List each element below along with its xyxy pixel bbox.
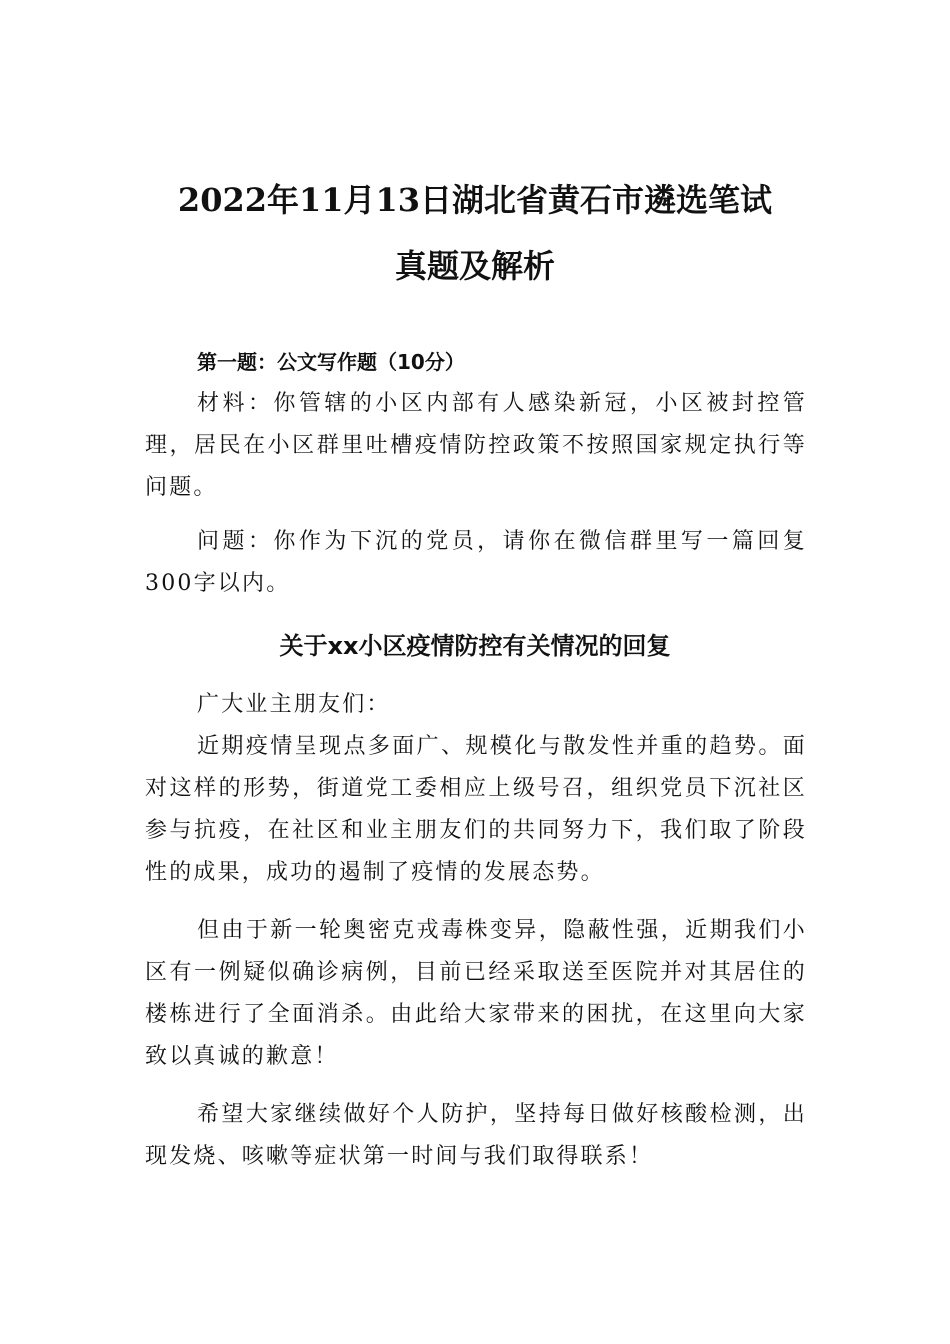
reply-paragraph-1: 近期疫情呈现点多面广、规模化与散发性并重的趋势。面对这样的形势，街道党工委相应上级号召，组织党员下沉社区参与抗疫，在社区和业主朋友们的共同努力下，我们取了阶段性的成果，成功的遏制了疫情的发展态势。 bbox=[145, 734, 807, 885]
reply-paragraph-2: 但由于新一轮奥密克戎毒株变异，隐蔽性强，近期我们小区有一例疑似确诊病例，目前已经采取送至医院并对其居住的楼栋进行了全面消杀。由此给大家带来的困扰，在这里向大家致以真诚的歉意！ bbox=[145, 918, 807, 1069]
reply-paragraph-3: 希望大家继续做好个人防护，坚持每日做好核酸检测，出现发烧、咳嗽等症状第一时间与我们取得联系！ bbox=[145, 1102, 807, 1169]
material-paragraph: 材料：你管辖的小区内部有人感染新冠，小区被封控管理，居民在小区群里吐槽疫情防控政策不按照国家规定执行等问题。 bbox=[145, 391, 807, 500]
document-title-line-1: 2022年11月13日湖北省黄石市遴选笔试 bbox=[177, 181, 773, 219]
question-heading: 第一题：公文写作题（10分） bbox=[197, 350, 465, 374]
salutation: 广大业主朋友们： bbox=[197, 692, 391, 717]
question-paragraph: 问题：你作为下沉的党员，请你在微信群里写一篇回复300字以内。 bbox=[145, 529, 807, 596]
document-title-line-2: 真题及解析 bbox=[394, 247, 555, 285]
reply-title: 关于xx小区疫情防控有关情况的回复 bbox=[279, 632, 671, 660]
